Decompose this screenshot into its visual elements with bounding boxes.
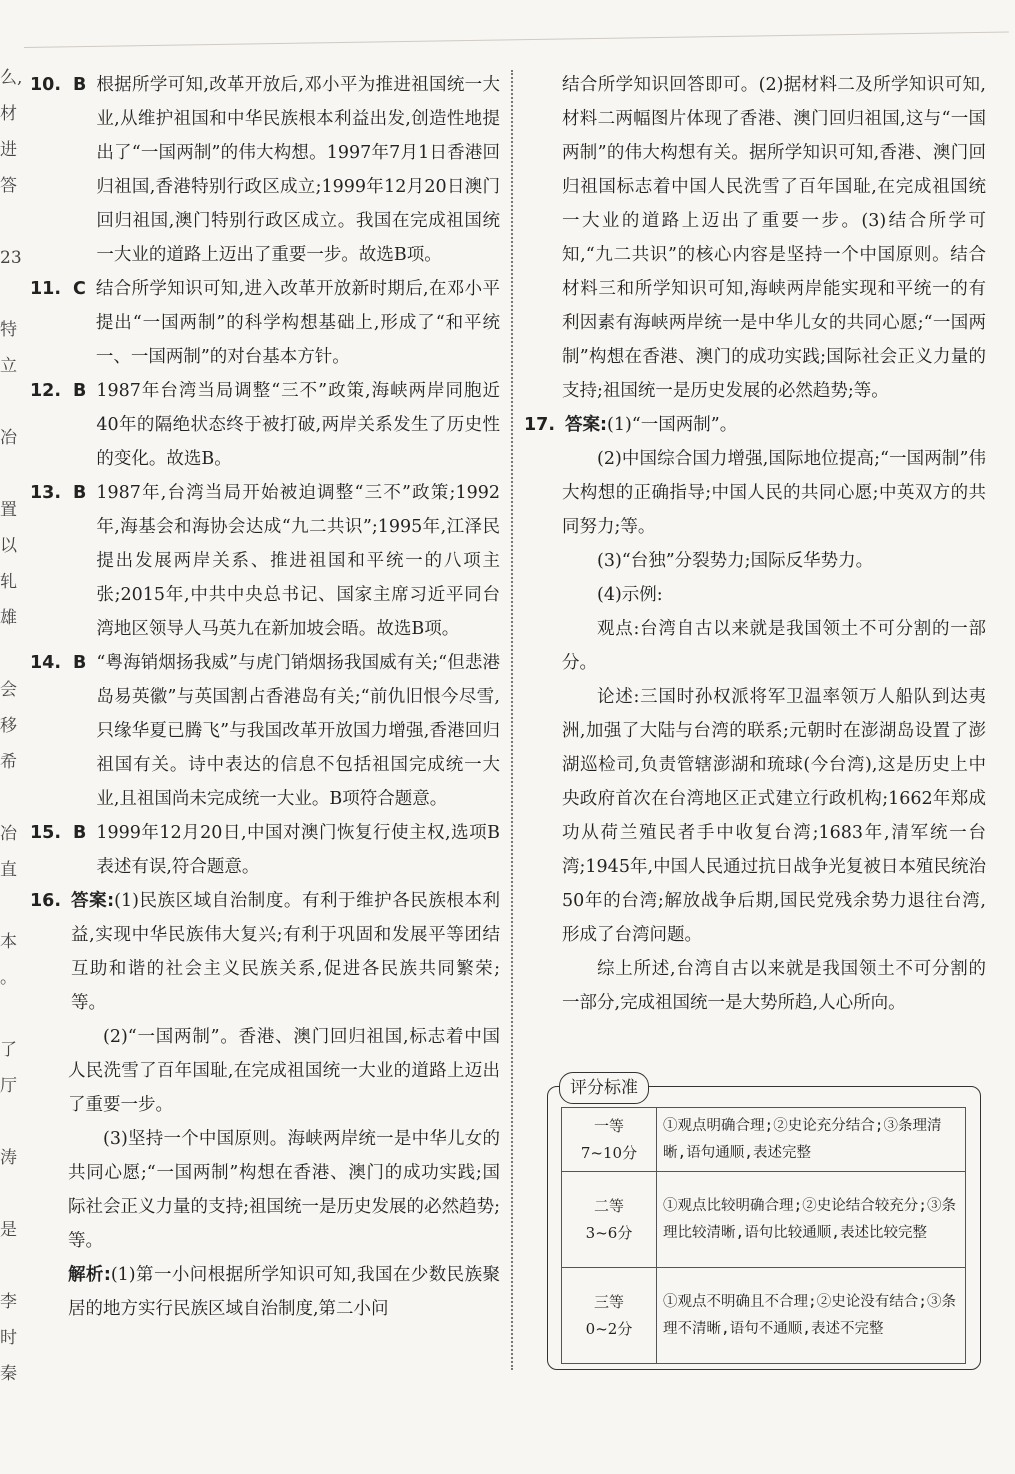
edge-fragment <box>0 636 24 672</box>
edge-fragment: 冶 <box>0 824 17 844</box>
top-rule <box>24 32 1009 48</box>
answer-part-3: (3)坚持一个中国原则。海峡两岸统一是中华儿女的共同心愿;“一国两制”构想在香港、澳门的成功实践;国际社会正义力量的支持;祖国统一是历史发展的必然趋势;等。 <box>68 1129 500 1251</box>
edge-fragment: 李 <box>0 1292 17 1312</box>
question-number: 14. <box>30 653 62 673</box>
edge-fragment: 。 <box>0 968 17 988</box>
level-range: 7~10分 <box>580 1143 638 1162</box>
edge-fragment: 23 <box>0 248 22 268</box>
table-row <box>562 1268 966 1364</box>
level-criteria: ①观点明确合理;②史论充分结合;③条理清晰,语句通顺,表述完整 <box>657 1108 966 1172</box>
question-13 <box>30 476 500 646</box>
question-number: 10. <box>30 75 62 95</box>
answer-letter: B <box>73 381 87 401</box>
edge-fragment: 移 <box>0 716 17 736</box>
question-14 <box>30 646 500 816</box>
cut-off-left-edge-text <box>0 60 24 1390</box>
question-explanation: 结合所学知识可知,进入改革开放新时期后,在邓小平提出“一国两制”的科学构想基础上,形成了“和平统一、一国两制”的对台基本方针。 <box>95 279 500 367</box>
level-name: 一等 <box>593 1116 624 1135</box>
edge-fragment: 直 <box>0 860 17 880</box>
edge-fragment <box>0 456 24 492</box>
left-column <box>30 68 500 1326</box>
column-divider <box>511 70 513 1370</box>
edge-fragment: 置 <box>0 500 17 520</box>
level-name: 二等 <box>593 1196 624 1215</box>
question-number: 15. <box>30 823 62 843</box>
analysis-continued: 结合所学知识回答即可。(2)据材料二及所学知识可知,材料二两幅图片体现了香港、澳门回归祖国,这与“一国两制”的伟大构想有关。据所学知识可知,香港、澳门回归祖国标志着中国人民洗雪了百年国耻,在完成祖国统一大业的道路上迈出了重要一步。(3)结合所学可知,“九二共识”的核心内容是坚持一个中国原则。结合材料三和所学知识可知,海峡两岸能实现和平统一的有利因素有海峡两岸统一是中华儿女的共同心愿;“一国两制”构想在香港、澳门的成功实践;国际社会正义力量的支持;祖国统一是历史发展的必然趋势;等。 <box>562 75 986 401</box>
answer-part-2: (2)中国综合国力增强,国际地位提高;“一国两制”伟大构想的正确指导;中国人民的共同心愿;中英双方的共同努力;等。 <box>562 449 986 537</box>
question-number: 11. <box>30 279 62 299</box>
answer-part-3: (3)“台独”分裂势力;国际反华势力。 <box>597 551 874 571</box>
edge-fragment: 了 <box>0 1040 17 1060</box>
scoring-criteria <box>547 1072 983 1372</box>
question-number: 12. <box>30 381 62 401</box>
edge-fragment <box>0 888 24 924</box>
conclusion: 综上所述,台湾自古以来就是我国领土不可分割的一部分,完成祖国统一是大势所趋,人心所向。 <box>562 959 986 1013</box>
edge-fragment: 时 <box>0 1328 17 1348</box>
question-15 <box>30 816 500 884</box>
question-number: 17. <box>524 415 556 435</box>
answer-letter: C <box>73 279 86 299</box>
edge-fragment: 么, <box>0 68 23 88</box>
edge-fragment: 轧 <box>0 572 17 592</box>
question-17 <box>524 408 986 442</box>
edge-fragment: 是 <box>0 1220 17 1240</box>
question-explanation: 根据所学可知,改革开放后,邓小平为推进祖国统一大业,从维护祖国和中华民族根本利益出发,创造性地提出了“一国两制”的伟大构想。1997年7月1日香港回归祖国,香港特别行政区成立;1999年12月20日澳门回归祖国,澳门特别行政区成立。我国在完成祖国统一大业的道路上迈出了重要一步。故选B项。 <box>96 75 500 265</box>
edge-fragment <box>0 1248 24 1284</box>
edge-fragment: 进 <box>0 140 17 160</box>
edge-fragment: 秦 <box>0 1364 17 1384</box>
edge-fragment <box>0 996 24 1032</box>
question-16 <box>30 884 500 1020</box>
edge-fragment: 答 <box>0 176 17 196</box>
edge-fragment <box>0 1176 24 1212</box>
edge-fragment <box>0 276 24 312</box>
answer-part-4: (4)示例: <box>597 585 663 605</box>
question-explanation: 1999年12月20日,中国对澳门恢复行使主权,选项B表述有误,符合题意。 <box>96 823 500 877</box>
edge-fragment <box>0 1104 24 1140</box>
edge-fragment: 雄 <box>0 608 17 628</box>
question-11 <box>30 272 500 374</box>
level-name: 三等 <box>593 1292 624 1311</box>
edge-fragment: 立 <box>0 356 17 376</box>
viewpoint: 观点:台湾自古以来就是我国领土不可分割的一部分。 <box>562 619 986 673</box>
question-12 <box>30 374 500 476</box>
edge-fragment <box>0 780 24 816</box>
level-range: 3~6分 <box>585 1223 633 1242</box>
question-explanation: 1987年,台湾当局开始被迫调整“三不”政策;1992年,海基会和海协会达成“九二共识”;1995年,江泽民提出发展两岸关系、推进祖国和平统一的八项主张;2015年,中共中央总书记、国家主席习近平同台湾地区领导人马英九在新加坡会晤。故选B项。 <box>96 483 500 639</box>
question-number: 16. <box>30 891 62 911</box>
edge-fragment <box>0 204 24 240</box>
answer-letter: B <box>73 75 87 95</box>
edge-fragment: 会 <box>0 680 17 700</box>
scoring-table <box>561 1107 966 1364</box>
edge-fragment: 厅 <box>0 1076 17 1096</box>
answer-part-1: (1)“一国两制”。 <box>607 415 738 435</box>
edge-fragment: 本 <box>0 932 17 952</box>
right-column <box>524 68 986 1020</box>
question-10 <box>30 68 500 272</box>
answer-label: 答案: <box>565 415 608 435</box>
edge-fragment: 特 <box>0 320 17 340</box>
edge-fragment: 希 <box>0 752 17 772</box>
question-number: 13. <box>30 483 62 503</box>
level-criteria: ①观点不明确且不合理;②史论没有结合;③条理不清晰,语句不通顺,表述不完整 <box>657 1268 966 1364</box>
question-explanation: “粤海销烟扬我威”与虎门销烟扬我国威有关;“但悲港岛易英徽”与英国割占香港岛有关;“前仇旧恨今尽雪,只缘华夏已腾飞”与我国改革开放国力增强,香港回归祖国有关。诗中表达的信息不包括祖国完成统一大业,且祖国尚未完成统一大业。B项符合题意。 <box>96 653 500 809</box>
answer-letter: B <box>73 653 87 673</box>
scoring-title: 评分标准 <box>559 1072 649 1104</box>
edge-fragment: 材 <box>0 104 17 124</box>
answer-part-1: (1)民族区域自治制度。有利于维护各民族根本利益,实现中华民族伟大复兴;有利于巩固和发展平等团结互助和谐的社会主义民族关系,促进各民族共同繁荣;等。 <box>71 891 500 1013</box>
level-range: 0~2分 <box>585 1319 633 1338</box>
argument: 论述:三国时孙权派将军卫温率领万人船队到达夷洲,加强了大陆与台湾的联系;元朝时在澎湖岛设置了澎湖巡检司,负责管辖澎湖和琉球(今台湾),这是历史上中央政府首次在台湾地区正式建立行政机构;1662年郑成功从荷兰殖民者手中收复台湾;1683年,清军统一台湾;1945年,中国人民通过抗日战争光复被日本殖民统治50年的台湾;解放战争后期,国民党残余势力退往台湾,形成了台湾问题。 <box>562 687 986 945</box>
table-row <box>562 1108 966 1172</box>
answer-label: 答案: <box>71 891 115 911</box>
edge-fragment: 以 <box>0 536 17 556</box>
question-explanation: 1987年台湾当局调整“三不”政策,海峡两岸同胞近40年的隔绝状态终于被打破,两岸关系发生了历史性的变化。故选B。 <box>96 381 500 469</box>
table-row <box>562 1172 966 1268</box>
analysis-label: 解析: <box>68 1265 111 1285</box>
edge-fragment <box>0 384 24 420</box>
answer-letter: B <box>73 823 87 843</box>
answer-letter: B <box>73 483 87 503</box>
answer-part-2: (2)“一国两制”。香港、澳门回归祖国,标志着中国人民洗雪了百年国耻,在完成祖国统一大业的道路上迈出了重要一步。 <box>68 1027 500 1115</box>
edge-fragment: 冶 <box>0 428 17 448</box>
edge-fragment: 涛 <box>0 1148 17 1168</box>
analysis-text: (1)第一小问根据所学知识可知,我国在少数民族聚居的地方实行民族区域自治制度,第二小问 <box>68 1265 500 1319</box>
level-criteria: ①观点比较明确合理;②史论结合较充分;③条理比较清晰,语句比较通顺,表述比较完整 <box>657 1172 966 1268</box>
